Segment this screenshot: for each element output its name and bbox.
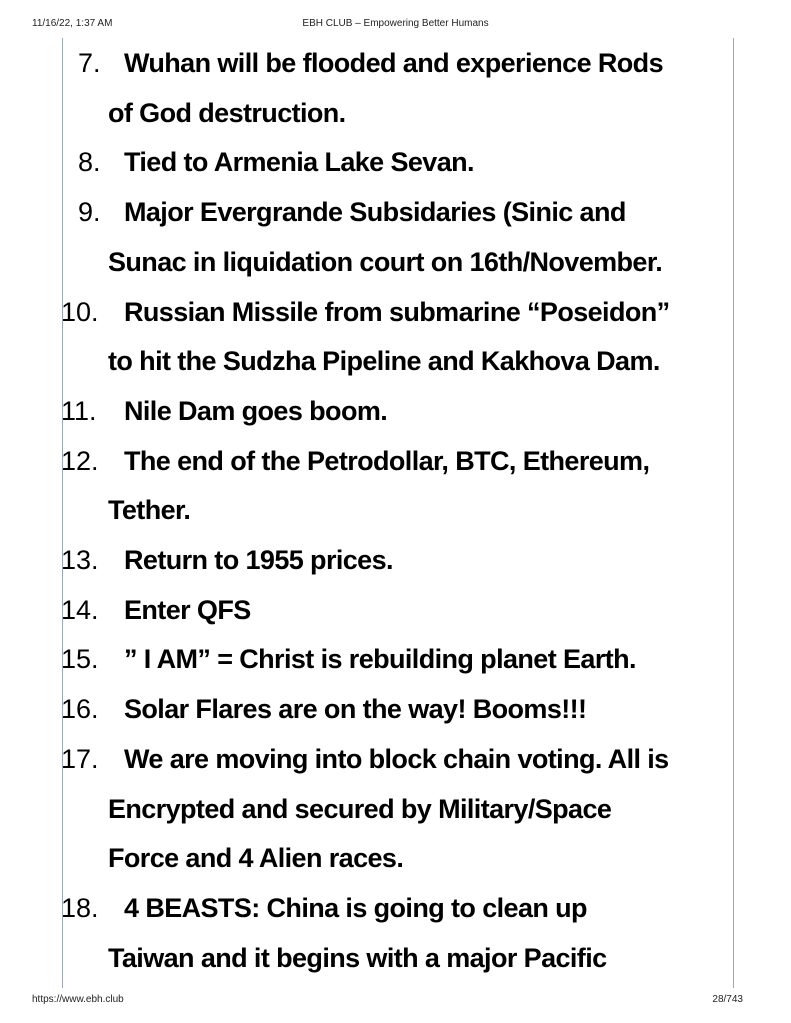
- list-item-number: 10.: [61, 297, 99, 327]
- list-item-text: ” I AM” = Christ is rebuilding planet Earth.: [124, 644, 636, 674]
- list-item-text: Russian Missile from submarine “Poseidon”: [124, 297, 670, 327]
- list-item-continuation: [0, 485, 791, 535]
- list-item-text: Enter QFS: [124, 595, 251, 625]
- list-item-number: 9.: [78, 197, 101, 227]
- list-item-continuation: [0, 88, 791, 138]
- list-item-number: 15.: [61, 644, 99, 674]
- list-item: [0, 137, 791, 187]
- footer-url: https://www.ebh.club: [32, 994, 124, 1005]
- list-item-number: 16.: [61, 694, 99, 724]
- list-item-number: 13.: [61, 545, 99, 575]
- list-item-number: 17.: [61, 744, 99, 774]
- list-item: [0, 38, 791, 88]
- list-item-continuation: [0, 784, 791, 834]
- list-item-text: The end of the Petrodollar, BTC, Ethereum,: [124, 446, 650, 476]
- list-item: [0, 634, 791, 684]
- list-item: [0, 187, 791, 237]
- page-header-title: EBH CLUB – Empowering Better Humans: [302, 18, 489, 29]
- list-item-text: Tied to Armenia Lake Sevan.: [124, 147, 474, 177]
- list-item-text: Tether.: [108, 495, 191, 525]
- list-item-continuation: [0, 933, 791, 983]
- list-item: [0, 734, 791, 784]
- list-item-number: 12.: [61, 446, 99, 476]
- list-item-number: 7.: [78, 48, 101, 78]
- list-item-text: Sunac in liquidation court on 16th/November.: [108, 247, 663, 277]
- list-item-number: 11.: [61, 396, 97, 426]
- list-item-number: 18.: [61, 893, 99, 923]
- list-item: [0, 684, 791, 734]
- list-item-text: We are moving into block chain voting. All is: [124, 744, 669, 774]
- list-item: [0, 287, 791, 337]
- list-item-text: 4 BEASTS: China is going to clean up: [124, 893, 587, 923]
- list-item-text: Nile Dam goes boom.: [124, 396, 388, 426]
- list-item: [0, 436, 791, 486]
- list-item-number: 8.: [78, 147, 101, 177]
- list-item-number: 14.: [61, 595, 99, 625]
- list-item-text: Wuhan will be flooded and experience Rods: [124, 48, 663, 78]
- list-item-text: Force and 4 Alien races.: [108, 843, 404, 873]
- list-item-text: to hit the Sudzha Pipeline and Kakhova Dam.: [108, 346, 660, 376]
- list-item-text: Return to 1955 prices.: [124, 545, 393, 575]
- list-item-text: Solar Flares are on the way! Booms!!!: [124, 694, 587, 724]
- list-item-continuation: [0, 237, 791, 287]
- list-item-text: Major Evergrande Subsidaries (Sinic and: [124, 197, 626, 227]
- list-item: [0, 535, 791, 585]
- list-item-text: Taiwan and it begins with a major Pacific: [108, 943, 607, 973]
- list-item-continuation: [0, 833, 791, 883]
- list-item-continuation: [0, 336, 791, 386]
- list-item-text: of God destruction.: [108, 98, 346, 128]
- list-item: [0, 883, 791, 933]
- list-item-text: Encrypted and secured by Military/Space: [108, 794, 612, 824]
- list-item: [0, 585, 791, 635]
- list-item: [0, 386, 791, 436]
- page-number: 28/743: [712, 994, 743, 1005]
- print-datetime: 11/16/22, 1:37 AM: [32, 18, 113, 29]
